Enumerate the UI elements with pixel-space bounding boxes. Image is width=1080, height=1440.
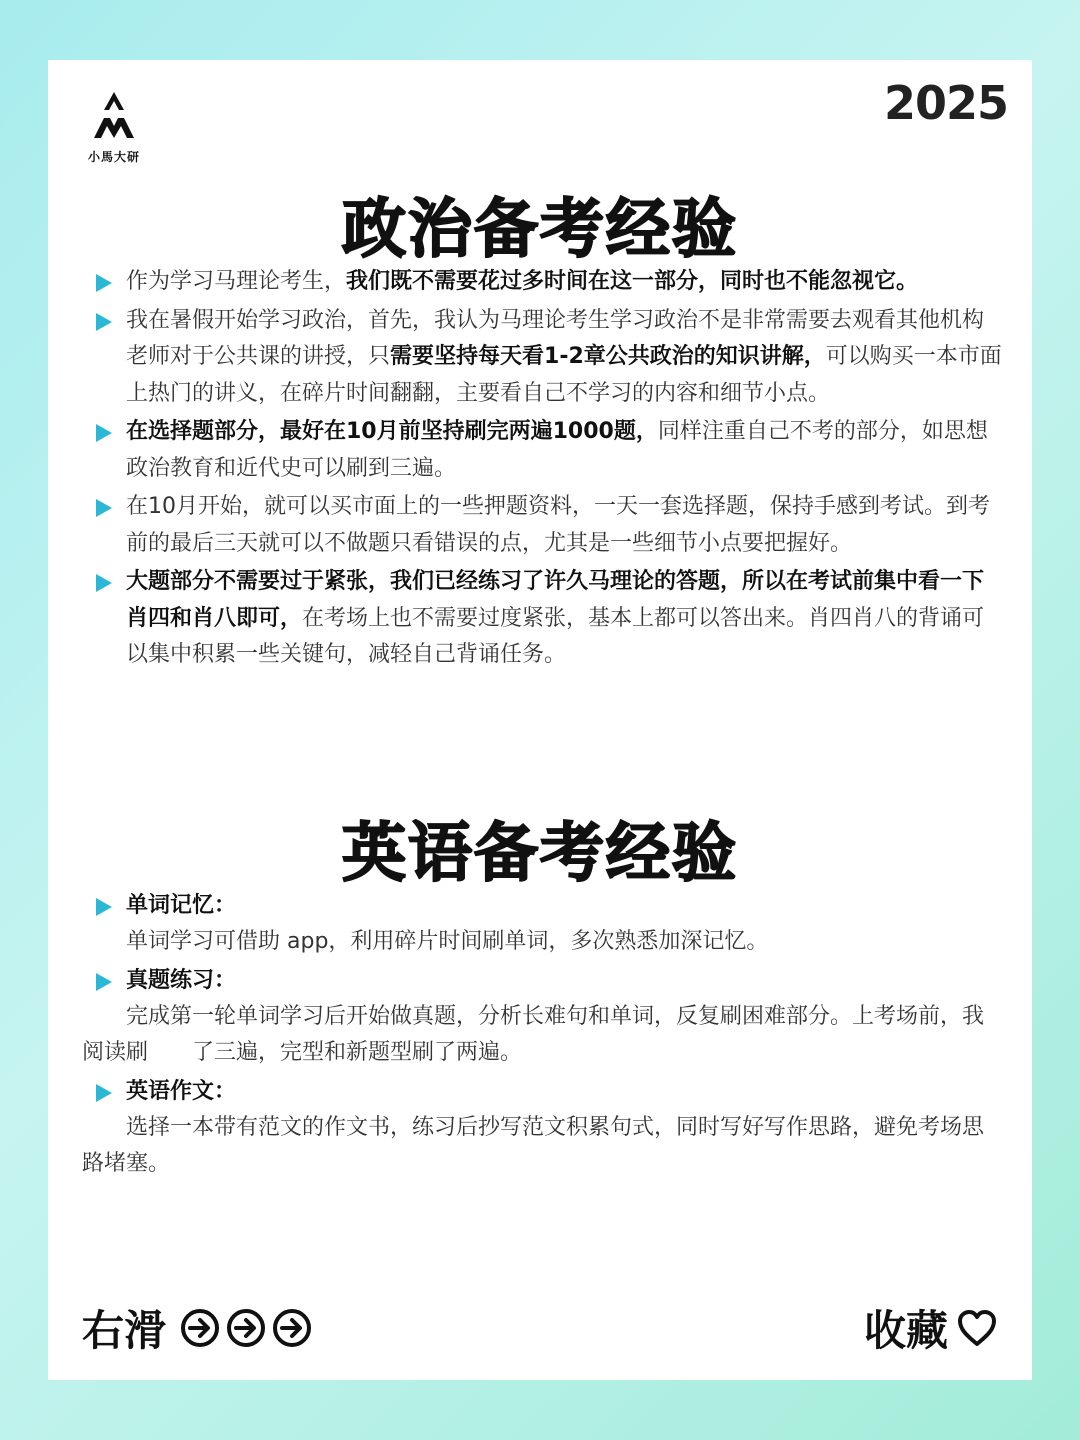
list-item	[92, 414, 1002, 487]
item-text: 在10月开始，就可以买市面上的一些押题资料，一天一套选择题，保持手感到考试。到考前的最后三天就可以不做题只看错误的点，尤其是一些细节小点要把握好。	[126, 494, 990, 556]
section-heading	[92, 1074, 1002, 1110]
logo-text: 小馬大研	[87, 150, 140, 164]
save-label: 收藏	[863, 1306, 948, 1355]
save-hint[interactable]	[864, 1298, 998, 1358]
triangle-bullet-icon	[96, 574, 112, 592]
circle-arrow-right-icon	[272, 1308, 312, 1348]
section-body: 完成第一轮单词学习后开始做真题，分析长难句和单词，反复刷困难部分。上考场前，我阅读刷 了三遍，完型和新题型刷了两遍。	[82, 1003, 985, 1065]
english-list	[82, 888, 1002, 1185]
english-title: 英语备考经验	[342, 817, 738, 891]
list-item	[92, 489, 1002, 562]
list-item	[92, 564, 1002, 674]
section-heading	[92, 963, 1002, 999]
item-bold-text: 我们既不需要花过多时间在这一部分，同时也不能忽视它。	[346, 269, 919, 294]
list-item	[92, 303, 1002, 413]
section-heading	[92, 888, 1002, 924]
item-bold-text: 需要坚持每天看1-2章公共政治的知识讲解，	[390, 344, 826, 369]
triangle-bullet-icon	[96, 499, 112, 517]
heading-text: 真题练习：	[126, 967, 237, 993]
triangle-bullet-icon	[96, 424, 112, 442]
item-bold-text: 大题部分不需要过于紧张，我们已经练习了许久马理论的答题，所以在考试前集中看一下肖四和肖八即可，	[126, 569, 985, 631]
heading-text: 英语作文：	[126, 1078, 237, 1104]
triangle-bullet-icon	[96, 274, 112, 292]
heart-icon	[956, 1308, 998, 1348]
item-text: 同样注重自己不考的部分，如思想政治教育和近代史可以刷到三遍。	[126, 419, 988, 481]
politics-list	[92, 264, 1002, 676]
circle-arrow-right-icon	[180, 1308, 220, 1348]
item-text: 在考场上也不需要过度紧张，基本上都可以答出来。肖四肖八的背诵可以集中积累一些关键句，减轻自己背诵任务。	[126, 605, 985, 667]
item-text: 我在暑假开始学习政治，首先，我认为马理论考生学习政治不是非常需要去观看其他机构老师对于公共课的讲授，只	[126, 307, 985, 369]
item-text: 可以购买一本市面上热门的讲义，在碎片时间翻翻，主要看自己不学习的内容和细节小点。	[126, 344, 1002, 406]
triangle-bullet-icon	[96, 1084, 112, 1102]
brand-logo	[84, 90, 144, 165]
triangle-bullet-icon	[96, 313, 112, 331]
section-body: 单词学习可借助 app，利用碎片时间刷单词，多次熟悉加深记忆。	[126, 929, 769, 954]
circle-arrow-right-icon	[226, 1308, 266, 1348]
section-body: 选择一本带有范文的作文书，练习后抄写范文积累句式，同时写好写作思路，避免考场思路堵塞。	[82, 1114, 985, 1176]
swipe-hint[interactable]	[82, 1298, 312, 1358]
year-label: 2025	[883, 76, 1008, 130]
item-bold-text: 在选择题部分，最好在10月前坚持刷完两遍1000题，	[126, 419, 658, 444]
triangle-bullet-icon	[96, 973, 112, 991]
logo-mark-icon	[88, 90, 140, 142]
poster-card	[48, 60, 1032, 1380]
list-item	[92, 264, 1002, 301]
heading-text: 单词记忆：	[126, 893, 237, 918]
item-text: 作为学习马理论考生，	[126, 269, 347, 294]
politics-title: 政治备考经验	[342, 193, 738, 267]
swipe-label: 右滑	[82, 1306, 167, 1355]
triangle-bullet-icon	[96, 898, 112, 916]
